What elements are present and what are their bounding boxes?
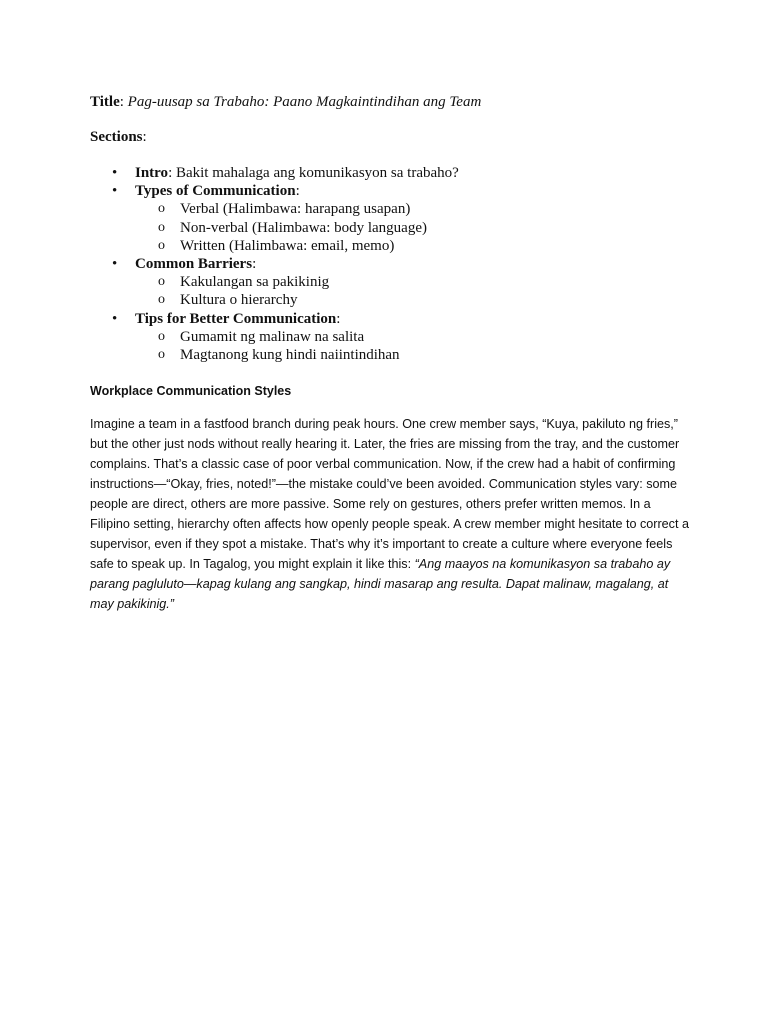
types-separator: : — [295, 183, 300, 200]
sub-bullet-icon: o — [158, 292, 165, 308]
sub-item-text: Kakulangan sa pakikinig — [180, 274, 330, 291]
sub-item — [90, 273, 690, 291]
bullet-icon: • — [112, 310, 118, 327]
sections-outline — [90, 164, 690, 364]
outline-item-intro — [90, 164, 690, 182]
outline-item-tips — [90, 310, 690, 328]
title-value: Pag-uusap sa Trabaho: Paano Magkaintindihan ang Team — [127, 94, 482, 110]
bullet-icon: • — [112, 255, 118, 272]
sub-bullet-icon: o — [158, 346, 165, 362]
sub-bullet-icon: o — [158, 201, 165, 217]
barriers-label: Common Barriers — [135, 255, 253, 272]
sections-label: Sections — [90, 129, 143, 145]
section-heading: Workplace Communication Styles — [90, 384, 292, 398]
intro-label: Intro — [135, 165, 169, 181]
types-label: Types of Communication — [135, 183, 296, 200]
sub-item-text: Magtanong kung hindi naiintindihan — [180, 346, 400, 363]
bullet-icon: • — [112, 165, 118, 181]
title-label: Title — [90, 94, 120, 110]
bullet-icon: • — [112, 183, 118, 200]
tagalog-quote: “Ang maayos na komunikasyon sa trabaho ay parang pagluluto—kapag kulang ang sangkap, hindi masarap ang resulta. Dapat malinaw, magalang, at may pakikinig.” — [90, 557, 671, 611]
sub-item-text: Kultura o hierarchy — [180, 292, 298, 309]
sub-bullet-icon: o — [158, 237, 165, 253]
tips-label: Tips for Better Communication — [135, 310, 337, 327]
outline-item-types — [90, 182, 690, 200]
title-separator: : — [119, 94, 128, 110]
sub-item-text: Gumamit ng malinaw na salita — [180, 328, 365, 345]
body-paragraph — [90, 414, 690, 614]
sections-separator: : — [142, 129, 147, 145]
outline-item-barriers — [90, 255, 690, 273]
sub-bullet-icon: o — [158, 274, 165, 290]
sections-heading — [90, 128, 147, 146]
sub-bullet-icon: o — [158, 328, 165, 344]
barriers-separator: : — [252, 255, 257, 272]
tips-separator: : — [336, 310, 341, 327]
sub-item — [90, 219, 690, 237]
intro-text: : Bakit mahalaga ang komunikasyon sa trabaho? — [168, 165, 459, 181]
paragraph-text: Imagine a team in a fastfood branch during peak hours. One crew member says, “Kuya, pakiluto ng fries,” but the other just nods without really hearing it. Later, the fries are missing from the tray, and the customer complains. That’s a classic case of poor verbal communication. Now, if the crew had a habit of confirming instructions—“Okay, fries, noted!”—the mistake could’ve been avoided. Communication styles vary: some people are direct, others are more passive. Some rely on gestures, others prefer written memos. In a Filipino setting, hierarchy often affects how openly people speak. A crew member might hesitate to correct a supervisor, even if they spot a mistake. That’s why it’s important to create a culture where everyone feels safe to speak up. In Tagalog, you might explain it like this: — [90, 417, 689, 571]
sub-item — [90, 291, 690, 309]
sub-item-text: Written (Halimbawa: email, memo) — [180, 237, 395, 254]
document-title — [90, 93, 481, 111]
sub-bullet-icon: o — [158, 219, 165, 235]
sub-item-text: Non-verbal (Halimbawa: body language) — [180, 219, 427, 236]
sub-item — [90, 328, 690, 346]
sub-item — [90, 200, 690, 218]
sub-item — [90, 346, 690, 364]
sub-item-text: Verbal (Halimbawa: harapang usapan) — [180, 201, 411, 218]
sub-item — [90, 237, 690, 255]
